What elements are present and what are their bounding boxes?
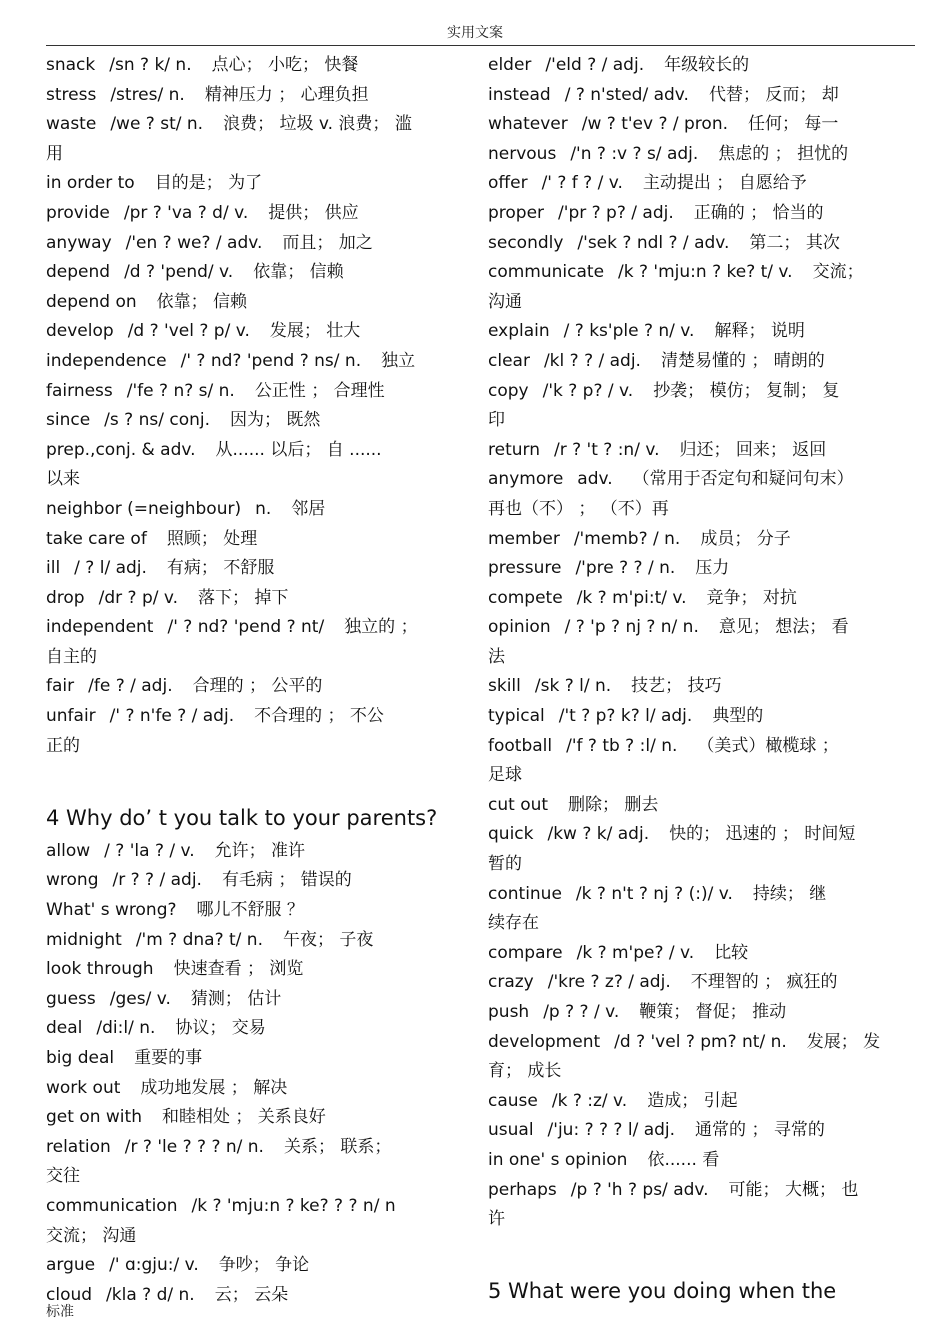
vocab-entry bbox=[488, 199, 913, 229]
entry-word: continue bbox=[488, 883, 562, 904]
entry-phonetic: /r ? 'le ? ? ? n/ n. bbox=[124, 1136, 264, 1157]
entry-phonetic: /stres/ n. bbox=[110, 84, 185, 105]
entry-meaning: 独立的 ； bbox=[344, 617, 418, 638]
entry-word: drop bbox=[46, 587, 85, 608]
entry-phonetic: /'m ? dna? t/ n. bbox=[135, 929, 263, 950]
entry-word: cut out bbox=[488, 794, 549, 815]
entry-meaning: 依...... 看 bbox=[647, 1149, 720, 1170]
vocab-entry bbox=[488, 1146, 913, 1176]
entry-meaning: 发展； 发 bbox=[806, 1031, 881, 1052]
vocab-entry bbox=[46, 1251, 471, 1281]
entry-phonetic: /'t ? p? k? l/ adj. bbox=[558, 706, 693, 727]
entry-meaning: 成功地发展 ； 解决 bbox=[140, 1077, 288, 1098]
entry-meaning: 正确的 ； 恰当的 bbox=[693, 202, 824, 223]
entry-phonetic: adv. bbox=[577, 469, 613, 490]
entry-meaning: 鞭策； 督促； 推动 bbox=[639, 1002, 787, 1022]
entry-phonetic: /d ? 'vel ? pm? nt/ n. bbox=[614, 1031, 787, 1052]
entry-meaning: 点心； 小吃； 快餐 bbox=[211, 55, 359, 75]
entry-word: neighbor (=neighbour) bbox=[46, 498, 242, 519]
page-footer: 标准 bbox=[46, 1304, 74, 1320]
entry-meaning: 通常的 ； 寻常的 bbox=[695, 1120, 825, 1141]
entry-phonetic: /d ? 'vel ? p/ v. bbox=[127, 321, 250, 342]
vocab-entry bbox=[46, 347, 471, 377]
vocab-entry bbox=[488, 377, 913, 407]
vocab-entry bbox=[46, 288, 471, 318]
vocab-entry bbox=[46, 1192, 471, 1222]
entry-meaning: 归还； 回来； 返回 bbox=[679, 439, 827, 460]
entry-continuation: 育； 成长 bbox=[488, 1061, 562, 1082]
vocab-entry bbox=[46, 110, 471, 140]
entry-continuation: 暂的 bbox=[488, 854, 522, 875]
vocab-entry bbox=[46, 1014, 471, 1044]
entry-phonetic: /' ɑ:gju:/ v. bbox=[109, 1255, 199, 1276]
blank-line bbox=[46, 761, 471, 791]
entry-phonetic: n. bbox=[255, 498, 272, 519]
vocab-entry bbox=[46, 169, 471, 199]
entry-word: take care of bbox=[46, 528, 147, 549]
vocab-entry bbox=[46, 377, 471, 407]
entry-phonetic: /w ? t'ev ? / pron. bbox=[581, 114, 729, 135]
entry-word: allow bbox=[46, 840, 91, 861]
entry-phonetic: /'pre ? ? / n. bbox=[575, 558, 676, 579]
entry-meaning: 浪费； 垃圾 v. 浪费； 滥 bbox=[223, 114, 412, 135]
entry-word: anymore bbox=[488, 469, 564, 490]
entry-word: member bbox=[488, 528, 560, 549]
vocab-entry bbox=[46, 436, 471, 466]
vocab-entry bbox=[46, 1103, 471, 1133]
vocab-entry bbox=[46, 1044, 471, 1074]
vocab-entry bbox=[488, 613, 913, 643]
entry-continuation: 交往 bbox=[46, 1166, 80, 1187]
entry-meaning: 清楚易懂的 ； 晴朗的 bbox=[660, 350, 825, 371]
vocab-entry bbox=[488, 732, 913, 762]
entry-word: wrong bbox=[46, 870, 99, 891]
vocab-entry bbox=[46, 317, 471, 347]
entry-word: anyway bbox=[46, 232, 112, 253]
entry-phonetic: /di:l/ n. bbox=[96, 1018, 156, 1039]
vocab-entry bbox=[488, 1116, 913, 1146]
blank-line bbox=[488, 1235, 913, 1265]
vocab-entry bbox=[46, 406, 471, 436]
entry-word: explain bbox=[488, 321, 550, 342]
entry-phonetic: /dr ? p/ v. bbox=[98, 587, 179, 608]
entry-phonetic: /r ? ? / adj. bbox=[112, 870, 202, 891]
entry-continuation: 再也（不） ； （不）再 bbox=[488, 498, 669, 519]
entry-phonetic: /'n ? :v ? s/ adj. bbox=[570, 143, 699, 164]
vocab-entry bbox=[488, 998, 913, 1028]
left-column bbox=[46, 51, 471, 1310]
entry-meaning: 主动提出 ； 自愿给予 bbox=[642, 173, 807, 194]
entry-word: offer bbox=[488, 173, 528, 194]
entry-meaning: 依靠； 信赖 bbox=[156, 291, 248, 312]
vocab-entry bbox=[488, 939, 913, 969]
entry-meaning: 交流； bbox=[812, 262, 864, 283]
entry-phonetic: /'en ? we? / adv. bbox=[125, 232, 263, 253]
entry-word: independent bbox=[46, 617, 154, 638]
entry-phonetic: /p ? ? / v. bbox=[543, 1002, 620, 1022]
entry-phonetic: /k ? m'pe? / v. bbox=[576, 942, 695, 963]
entry-phonetic: /p ? 'h ? ps/ adv. bbox=[570, 1179, 709, 1200]
entry-word: since bbox=[46, 410, 91, 431]
entry-meaning: （美式）橄榄球 ； bbox=[697, 735, 839, 756]
entry-word: elder bbox=[488, 55, 532, 75]
entry-meaning: 意见； 想法； 看 bbox=[718, 617, 849, 638]
vocab-entry bbox=[488, 436, 913, 466]
entry-word: compete bbox=[488, 587, 563, 608]
entry-phonetic: /'f ? tb ? :l/ n. bbox=[566, 735, 678, 756]
entry-phonetic: / ? n'sted/ adv. bbox=[564, 84, 689, 105]
vocab-entry bbox=[46, 1281, 471, 1311]
entry-meaning: 可能； 大概； 也 bbox=[728, 1179, 859, 1200]
entry-continuation: 用 bbox=[46, 143, 63, 164]
entry-word: instead bbox=[488, 84, 551, 105]
entry-word: return bbox=[488, 439, 540, 460]
entry-phonetic: /r ? 't ? :n/ v. bbox=[553, 439, 660, 460]
vocab-entry bbox=[488, 702, 913, 732]
entry-meaning: 年级较长的 bbox=[664, 55, 750, 75]
entry-meaning: 有毛病 ； 错误的 bbox=[221, 870, 352, 891]
entry-word: ill bbox=[46, 558, 61, 579]
entry-meaning: 邻居 bbox=[291, 498, 326, 519]
entry-meaning: 依靠； 信赖 bbox=[253, 262, 344, 283]
entry-phonetic: /' ? nd? 'pend ? nt/ bbox=[167, 617, 325, 638]
vocab-entry bbox=[488, 968, 913, 998]
entry-word: whatever bbox=[488, 114, 568, 135]
entry-word: midnight bbox=[46, 929, 122, 950]
vocab-entry bbox=[46, 584, 471, 614]
entry-word: snack bbox=[46, 55, 96, 75]
entry-phonetic: /'eld ? / adj. bbox=[545, 55, 645, 75]
entry-word: provide bbox=[46, 202, 110, 223]
entry-word: unfair bbox=[46, 706, 96, 727]
entry-word: crazy bbox=[488, 972, 534, 993]
vocab-entry bbox=[488, 1087, 913, 1117]
entry-word: fairness bbox=[46, 380, 113, 401]
entry-meaning: 独立 bbox=[381, 350, 416, 371]
entry-meaning: 云； 云朵 bbox=[214, 1284, 289, 1305]
entry-phonetic: /'kre ? z? / adj. bbox=[547, 972, 671, 993]
entry-phonetic: / ? l/ adj. bbox=[74, 558, 147, 579]
entry-meaning: 删除； 删去 bbox=[568, 794, 659, 815]
entry-meaning: 关系； 联系； bbox=[283, 1136, 392, 1157]
entry-meaning: （常用于否定句和疑问句末） bbox=[632, 469, 854, 490]
entry-word: communication bbox=[46, 1195, 178, 1216]
entry-word: cause bbox=[488, 1090, 538, 1111]
entry-phonetic: /' ? f ? / v. bbox=[541, 173, 623, 194]
entry-phonetic: /k ? m'pi:t/ v. bbox=[576, 587, 687, 608]
entry-word: depend bbox=[46, 262, 111, 283]
entry-continuation: 交流； 沟通 bbox=[46, 1225, 137, 1246]
entry-meaning: 而且； 加之 bbox=[282, 232, 373, 253]
entry-continuation: 以来 bbox=[46, 469, 80, 490]
entry-meaning: 持续； 继 bbox=[752, 883, 827, 904]
vocab-entry bbox=[46, 199, 471, 229]
vocab-entry bbox=[488, 110, 913, 140]
entry-meaning: 不合理的 ； 不公 bbox=[254, 706, 384, 727]
vocab-entry bbox=[46, 837, 471, 867]
entry-phonetic: /'memb? / n. bbox=[573, 528, 681, 549]
entry-word: opinion bbox=[488, 617, 551, 638]
entry-meaning: 允许； 准许 bbox=[214, 840, 306, 861]
entry-word: big deal bbox=[46, 1048, 115, 1068]
vocab-entry bbox=[46, 81, 471, 111]
vocab-entry bbox=[46, 554, 471, 584]
entry-meaning: 从...... 以后； 自 ...... bbox=[215, 439, 382, 460]
entry-word: argue bbox=[46, 1255, 96, 1276]
vocab-entry bbox=[46, 955, 471, 985]
entry-phonetic: /kw ? k/ adj. bbox=[547, 824, 650, 845]
entry-phonetic: /we ? st/ n. bbox=[110, 114, 204, 135]
entry-word: football bbox=[488, 735, 553, 756]
entry-phonetic: /pr ? 'va ? d/ v. bbox=[123, 202, 249, 223]
entry-continuation: 印 bbox=[488, 410, 505, 431]
entry-word: What' s wrong? bbox=[46, 900, 177, 921]
entry-meaning: 有病； 不舒服 bbox=[166, 558, 275, 579]
entry-word: deal bbox=[46, 1018, 83, 1039]
entry-phonetic: /sk ? l/ n. bbox=[534, 676, 612, 697]
entry-phonetic: /' ? n'fe ? / adj. bbox=[109, 706, 235, 727]
entry-continuation: 续存在 bbox=[488, 913, 539, 934]
entry-meaning: 公正性 ； 合理性 bbox=[254, 380, 385, 401]
entry-word: push bbox=[488, 1002, 530, 1022]
entry-continuation: 许 bbox=[488, 1209, 505, 1230]
vocab-entry bbox=[46, 896, 471, 926]
vocab-entry bbox=[46, 672, 471, 702]
vocab-entry bbox=[46, 495, 471, 525]
entry-meaning: 重要的事 bbox=[134, 1048, 203, 1068]
entry-continuation: 沟通 bbox=[488, 291, 522, 312]
entry-phonetic: /kl ? ? / adj. bbox=[543, 350, 641, 371]
vocab-entry bbox=[488, 791, 913, 821]
entry-word: nervous bbox=[488, 143, 557, 164]
vocab-entry bbox=[488, 554, 913, 584]
entry-phonetic: /ges/ v. bbox=[109, 988, 171, 1009]
entry-meaning: 猜测； 估计 bbox=[190, 988, 282, 1009]
entry-phonetic: /'sek ? ndl ? / adv. bbox=[577, 232, 730, 253]
entry-meaning: 争吵； 争论 bbox=[218, 1255, 310, 1276]
entry-phonetic: /d ? 'pend/ v. bbox=[124, 262, 234, 283]
entry-continuation: 自主的 bbox=[46, 646, 97, 667]
vocab-entry bbox=[488, 140, 913, 170]
vocab-entry bbox=[488, 258, 913, 288]
entry-phonetic: /k ? n't ? nj ? (:)/ v. bbox=[575, 883, 733, 904]
entry-meaning: 技艺； 技巧 bbox=[631, 676, 722, 697]
entry-word: proper bbox=[488, 202, 545, 223]
entry-meaning: 照顾； 处理 bbox=[166, 528, 258, 549]
entry-meaning: 午夜； 子夜 bbox=[283, 929, 374, 950]
entry-word: clear bbox=[488, 350, 530, 371]
page-header: 实用文案 bbox=[447, 25, 503, 41]
entry-meaning: 不理智的 ； 疯狂的 bbox=[690, 972, 838, 993]
entry-meaning: 目的是； 为了 bbox=[154, 173, 263, 194]
entry-phonetic: /' ? nd? 'pend ? ns/ n. bbox=[180, 350, 362, 371]
entry-word: work out bbox=[46, 1077, 121, 1098]
vocab-entry bbox=[46, 229, 471, 259]
entry-meaning: 竞争； 对抗 bbox=[706, 587, 797, 608]
entry-phonetic: / ? 'la ? / v. bbox=[104, 840, 195, 861]
entry-word: development bbox=[488, 1031, 601, 1052]
vocab-entry bbox=[46, 525, 471, 555]
entry-word: independence bbox=[46, 350, 167, 371]
entry-word: get on with bbox=[46, 1107, 142, 1128]
entry-word: usual bbox=[488, 1120, 534, 1141]
entry-phonetic: /fe ? / adj. bbox=[88, 676, 173, 697]
entry-word: pressure bbox=[488, 558, 562, 579]
entry-phonetic: /k ? 'mju:n ? ke? t/ v. bbox=[618, 262, 793, 283]
entry-phonetic: /k ? :z/ v. bbox=[551, 1090, 628, 1111]
entry-word: quick bbox=[488, 824, 534, 845]
entry-meaning: 快速查看 ； 浏览 bbox=[173, 959, 304, 980]
entry-meaning: 抄袭； 模仿； 复制； 复 bbox=[653, 380, 840, 401]
entry-word: compare bbox=[488, 942, 563, 963]
vocab-entry bbox=[488, 584, 913, 614]
entry-word: prep.,conj. & adv. bbox=[46, 439, 196, 460]
entry-meaning: 第二； 其次 bbox=[749, 232, 840, 253]
entry-word: depend on bbox=[46, 291, 137, 312]
entry-word: relation bbox=[46, 1136, 111, 1157]
vocab-entry bbox=[46, 866, 471, 896]
entry-meaning: 哪儿不舒服 ？ bbox=[196, 900, 304, 921]
entry-word: skill bbox=[488, 676, 521, 697]
entry-meaning: 协议； 交易 bbox=[175, 1018, 266, 1039]
entry-meaning: 和睦相处 ； 关系良好 bbox=[161, 1107, 326, 1128]
vocab-entry bbox=[488, 672, 913, 702]
vocab-entry bbox=[46, 258, 471, 288]
right-column bbox=[488, 51, 913, 1310]
entry-meaning: 快的； 迅速的 ； 时间短 bbox=[669, 824, 856, 845]
vocab-entry bbox=[488, 880, 913, 910]
entry-phonetic: /sn ? k/ n. bbox=[109, 55, 192, 75]
section-heading: 5 What were you doing when the bbox=[488, 1279, 837, 1304]
entry-phonetic: /'ju: ? ? ? l/ adj. bbox=[547, 1120, 676, 1141]
vocab-entry bbox=[46, 1133, 471, 1163]
entry-word: copy bbox=[488, 380, 529, 401]
vocab-entry bbox=[46, 926, 471, 956]
entry-phonetic: /'k ? p? / v. bbox=[542, 380, 634, 401]
entry-meaning: 焦虑的 ； 担忧的 bbox=[718, 143, 849, 164]
vocab-entry bbox=[488, 317, 913, 347]
entry-word: waste bbox=[46, 114, 97, 135]
entry-word: in order to bbox=[46, 173, 135, 194]
entry-meaning: 解释； 说明 bbox=[714, 321, 805, 342]
vocab-entry bbox=[46, 1074, 471, 1104]
vocab-entry bbox=[488, 525, 913, 555]
vocab-entry bbox=[488, 81, 913, 111]
entry-meaning: 合理的 ； 公平的 bbox=[192, 676, 323, 697]
entry-continuation: 正的 bbox=[46, 735, 80, 756]
entry-phonetic: /k ? 'mju:n ? ke? ? ? n/ n bbox=[191, 1195, 396, 1216]
vocab-entry bbox=[46, 985, 471, 1015]
entry-phonetic: /s ? ns/ conj. bbox=[104, 410, 210, 431]
entry-word: typical bbox=[488, 706, 545, 727]
entry-meaning: 造成； 引起 bbox=[647, 1090, 738, 1111]
entry-phonetic: / ? 'p ? nj ? n/ n. bbox=[564, 617, 699, 638]
vocab-entry bbox=[46, 613, 471, 643]
entry-word: fair bbox=[46, 676, 75, 697]
vocab-entry bbox=[488, 51, 913, 81]
entry-phonetic: /kla ? d/ n. bbox=[106, 1284, 195, 1305]
entry-meaning: 提供； 供应 bbox=[268, 202, 359, 223]
entry-word: perhaps bbox=[488, 1179, 557, 1200]
entry-meaning: 任何； 每一 bbox=[748, 114, 839, 135]
entry-word: secondly bbox=[488, 232, 564, 253]
entry-phonetic: / ? ks'ple ? n/ v. bbox=[563, 321, 695, 342]
entry-meaning: 典型的 bbox=[712, 706, 764, 727]
vocab-entry bbox=[488, 169, 913, 199]
entry-phonetic: /'fe ? n? s/ n. bbox=[126, 380, 235, 401]
vocab-entry bbox=[488, 465, 913, 495]
vocab-entry bbox=[488, 1176, 913, 1206]
entry-meaning: 因为； 既然 bbox=[230, 410, 321, 431]
entry-word: stress bbox=[46, 84, 97, 105]
entry-continuation: 法 bbox=[488, 646, 505, 667]
entry-word: in one' s opinion bbox=[488, 1149, 628, 1170]
entry-meaning: 成员； 分子 bbox=[700, 528, 791, 549]
entry-meaning: 代替； 反而； 却 bbox=[708, 84, 839, 105]
entry-word: cloud bbox=[46, 1284, 93, 1305]
entry-phonetic: /'pr ? p? / adj. bbox=[558, 202, 674, 223]
vocab-entry bbox=[488, 820, 913, 850]
entry-meaning: 比较 bbox=[714, 942, 749, 963]
entry-meaning: 精神压力 ； 心理负担 bbox=[204, 84, 369, 105]
entry-word: guess bbox=[46, 988, 96, 1009]
header-rule bbox=[46, 45, 915, 46]
vocab-entry bbox=[46, 702, 471, 732]
section-heading: 4 Why do’ t you talk to your parents? bbox=[46, 805, 438, 830]
entry-meaning: 压力 bbox=[695, 558, 730, 579]
vocab-entry bbox=[488, 1028, 913, 1058]
entry-word: look through bbox=[46, 959, 154, 980]
entry-word: develop bbox=[46, 321, 114, 342]
entry-meaning: 发展； 壮大 bbox=[269, 321, 361, 342]
vocab-entry bbox=[488, 229, 913, 259]
entry-continuation: 足球 bbox=[488, 765, 522, 786]
vocab-entry bbox=[488, 347, 913, 377]
entry-word: communicate bbox=[488, 262, 605, 283]
vocab-entry bbox=[46, 51, 471, 81]
entry-meaning: 落下； 掉下 bbox=[198, 587, 289, 608]
